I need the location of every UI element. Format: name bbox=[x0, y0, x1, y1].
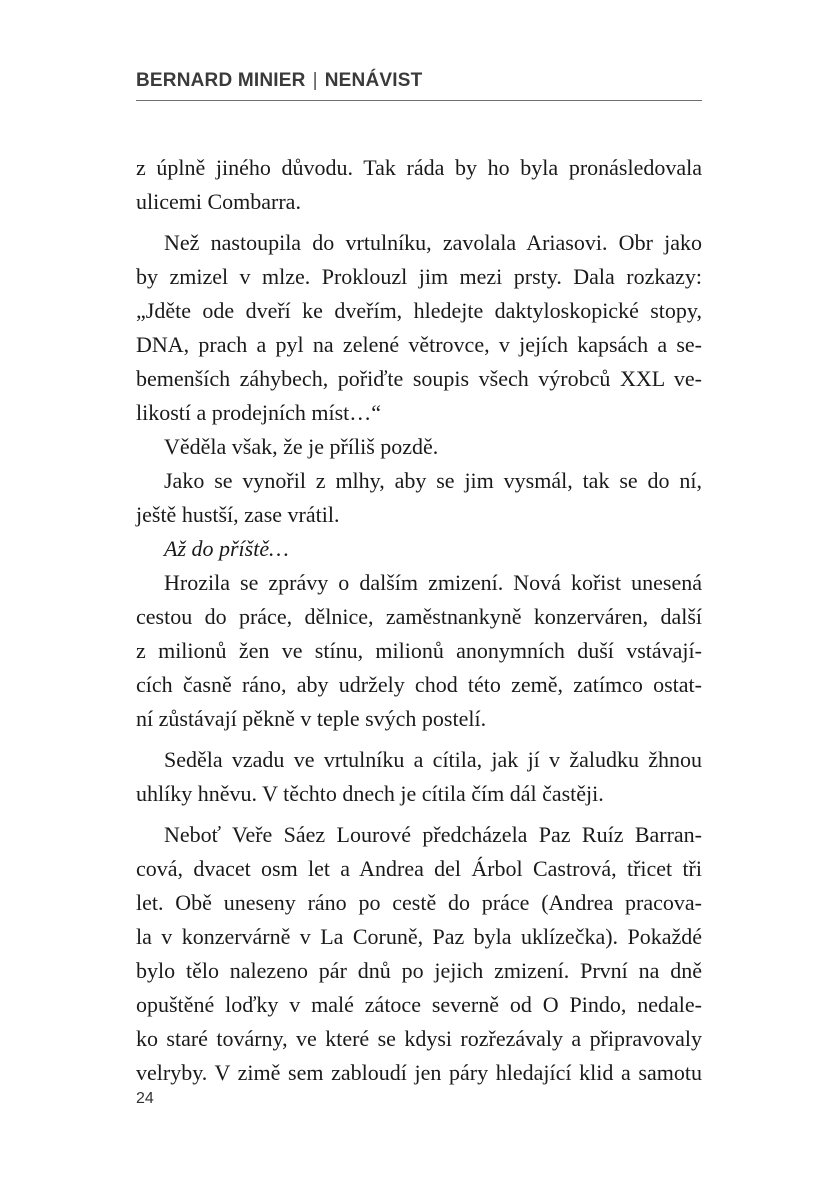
text-line: Než nastoupila do vrtulníku, zavolala Ariasovi. Obr jako bbox=[164, 230, 702, 255]
page-number: 24 bbox=[136, 1090, 154, 1107]
running-header bbox=[136, 70, 702, 101]
text-line: z úplně jiného důvodu. Tak ráda by ho byla pronásledovala bbox=[136, 155, 702, 180]
text-line: z milionů žen ve stínu, milionů anonymních duší vstávají- bbox=[136, 638, 702, 663]
header-separator: | bbox=[312, 70, 318, 91]
text-line: Jako se vynořil z mlhy, aby se jim vysmál, tak se do ní, bbox=[164, 468, 702, 493]
text-line: la v konzervárně v La Coruně, Paz byla uklízečka). Pokaždé bbox=[136, 924, 702, 949]
header-book-title: NENÁVIST bbox=[324, 70, 423, 91]
text-line: DNA, prach a pyl na zelené větrovce, v jejích kapsách a se- bbox=[136, 332, 702, 357]
text-line: Věděla však, že je příliš pozdě. bbox=[164, 434, 439, 459]
text-line: ulicemi Combarra. bbox=[136, 189, 301, 214]
text-line-italic: Až do příště… bbox=[164, 536, 289, 561]
text-line: likostí a prodejních míst…“ bbox=[136, 400, 382, 425]
text-line: Seděla vzadu ve vrtulníku a cítila, jak jí v žaludku žhnou bbox=[164, 747, 702, 772]
text-line: Hrozila se zprávy o dalším zmizení. Nová kořist unesená bbox=[164, 570, 702, 595]
text-line: „Jděte ode dveří ke dveřím, hledejte daktyloskopické stopy, bbox=[136, 298, 702, 323]
text-line: cích časně ráno, aby udržely chod této země, zatímco ostat- bbox=[136, 672, 702, 697]
text-line: ko staré továrny, ve které se kdysi rozřezávaly a připravovaly bbox=[136, 1026, 702, 1051]
text-line: bemenších záhybech, pořiďte soupis všech výrobců XXL ve- bbox=[136, 366, 702, 391]
text-line: cová, dvacet osm let a Andrea del Árbol Castrová, třicet tři bbox=[136, 856, 702, 881]
text-line: bylo tělo nalezeno pár dnů po jejich zmizení. První na dně bbox=[136, 958, 702, 983]
text-line: by zmizel v mlze. Proklouzl jim mezi prsty. Dala rozkazy: bbox=[136, 264, 702, 289]
text-line: cestou do práce, dělnice, zaměstnankyně konzerváren, další bbox=[136, 604, 702, 629]
text-line: let. Obě uneseny ráno po cestě do práce (Andrea pracova- bbox=[136, 890, 702, 915]
text-line: uhlíky hněvu. V těchto dnech je cítila čím dál častěji. bbox=[136, 781, 604, 806]
text-line: velryby. V zimě sem zabloudí jen páry hledající klid a samotu bbox=[136, 1060, 702, 1085]
text-line: ještě hustší, zase vrátil. bbox=[136, 502, 340, 527]
text-line: ní zůstávají pěkně v teple svých postelí. bbox=[136, 706, 487, 731]
body-text bbox=[136, 151, 702, 1090]
text-line: opuštěné loďky v malé zátoce severně od O Pindo, nedale- bbox=[136, 992, 702, 1017]
header-author: BERNARD MINIER bbox=[136, 70, 306, 91]
text-line: Neboť Veře Sáez Lourové předcházela Paz Ruíz Barran- bbox=[164, 822, 702, 847]
